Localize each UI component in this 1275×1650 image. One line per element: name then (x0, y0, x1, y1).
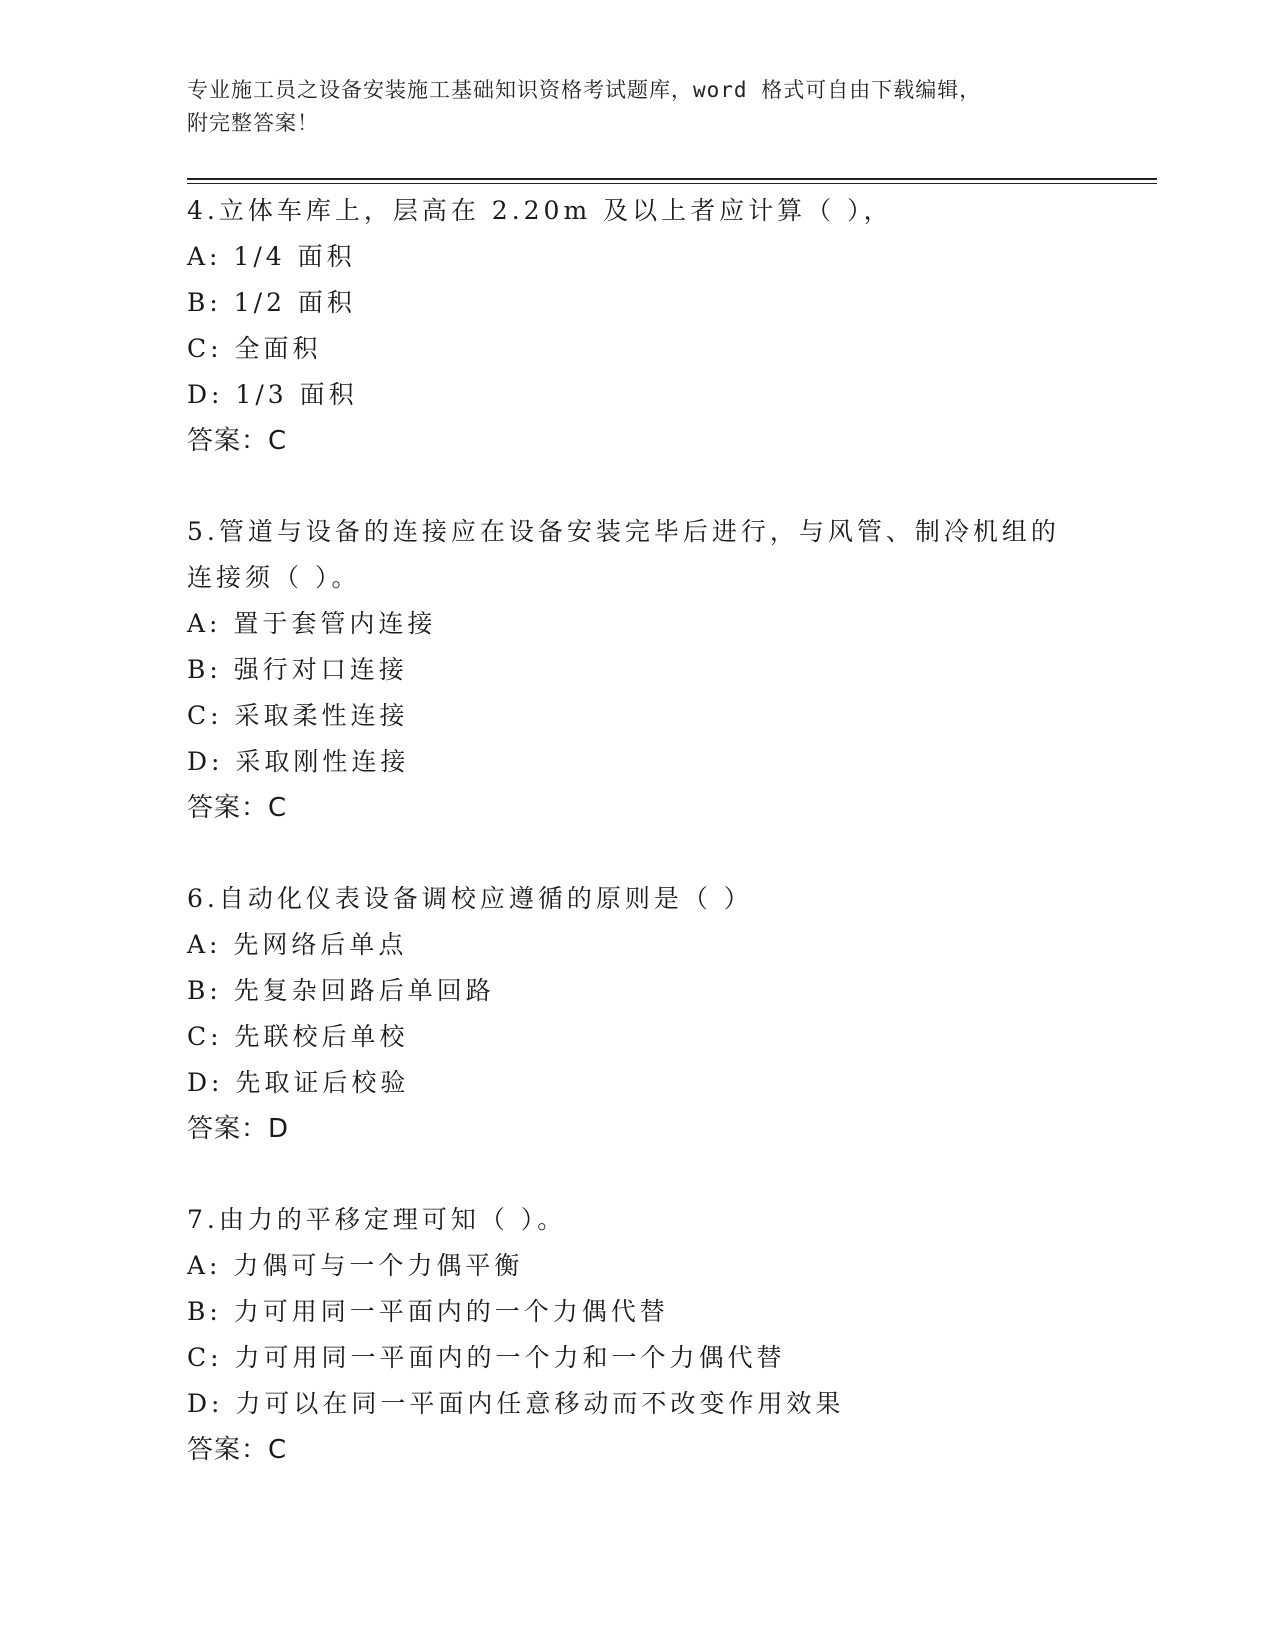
option-a: A: 先网络后单点 (187, 930, 408, 959)
option-d: D: 力可以在同一平面内任意移动而不改变作用效果 (187, 1389, 845, 1418)
option-b: B: 先复杂回路后单回路 (187, 976, 495, 1005)
option-c: C: 先联校后单校 (187, 1022, 409, 1051)
document-header (187, 74, 1087, 140)
question-4 (187, 188, 1087, 464)
option-b: B: 1/2 面积 (187, 288, 356, 317)
option-d: D: 先取证后校验 (187, 1068, 410, 1097)
option-a: A: 力偶可与一个力偶平衡 (187, 1251, 524, 1280)
option-c: C: 力可用同一平面内的一个力和一个力偶代替 (187, 1343, 786, 1372)
answer-text: 答案：D (187, 1114, 290, 1144)
question-stem: 5.管道与设备的连接应在设备安装完毕后进行，与风管、制冷机组的连接须（ ）。 (187, 517, 1060, 592)
question-7 (187, 1197, 1087, 1473)
question-list (187, 188, 1087, 1518)
question-6 (187, 876, 1087, 1152)
header-line-1: 专业施工员之设备安装施工基础知识资格考试题库，word 格式可自由下载编辑， (187, 78, 982, 102)
question-stem: 4.立体车库上，层高在 2.20m 及以上者应计算（ ）， (187, 196, 893, 225)
option-d: D: 采取刚性连接 (187, 747, 410, 776)
question-stem: 6.自动化仪表设备调校应遵循的原则是（ ） (187, 884, 753, 913)
header-divider-thick (187, 178, 1157, 180)
answer-text: 答案：C (187, 1435, 288, 1465)
option-d: D: 1/3 面积 (187, 380, 358, 409)
option-c: C: 采取柔性连接 (187, 701, 409, 730)
answer-text: 答案：C (187, 793, 288, 823)
option-a: A: 1/4 面积 (187, 242, 356, 271)
option-b: B: 强行对口连接 (187, 655, 408, 684)
question-5 (187, 509, 1087, 831)
option-c: C: 全面积 (187, 334, 322, 363)
option-a: A: 置于套管内连接 (187, 609, 437, 638)
question-stem: 7.由力的平移定理可知（ ）。 (187, 1205, 567, 1234)
header-line-2: 附完整答案！ (187, 111, 319, 135)
option-b: B: 力可用同一平面内的一个力偶代替 (187, 1297, 669, 1326)
answer-text: 答案：C (187, 426, 288, 456)
header-divider-thin (187, 183, 1157, 184)
